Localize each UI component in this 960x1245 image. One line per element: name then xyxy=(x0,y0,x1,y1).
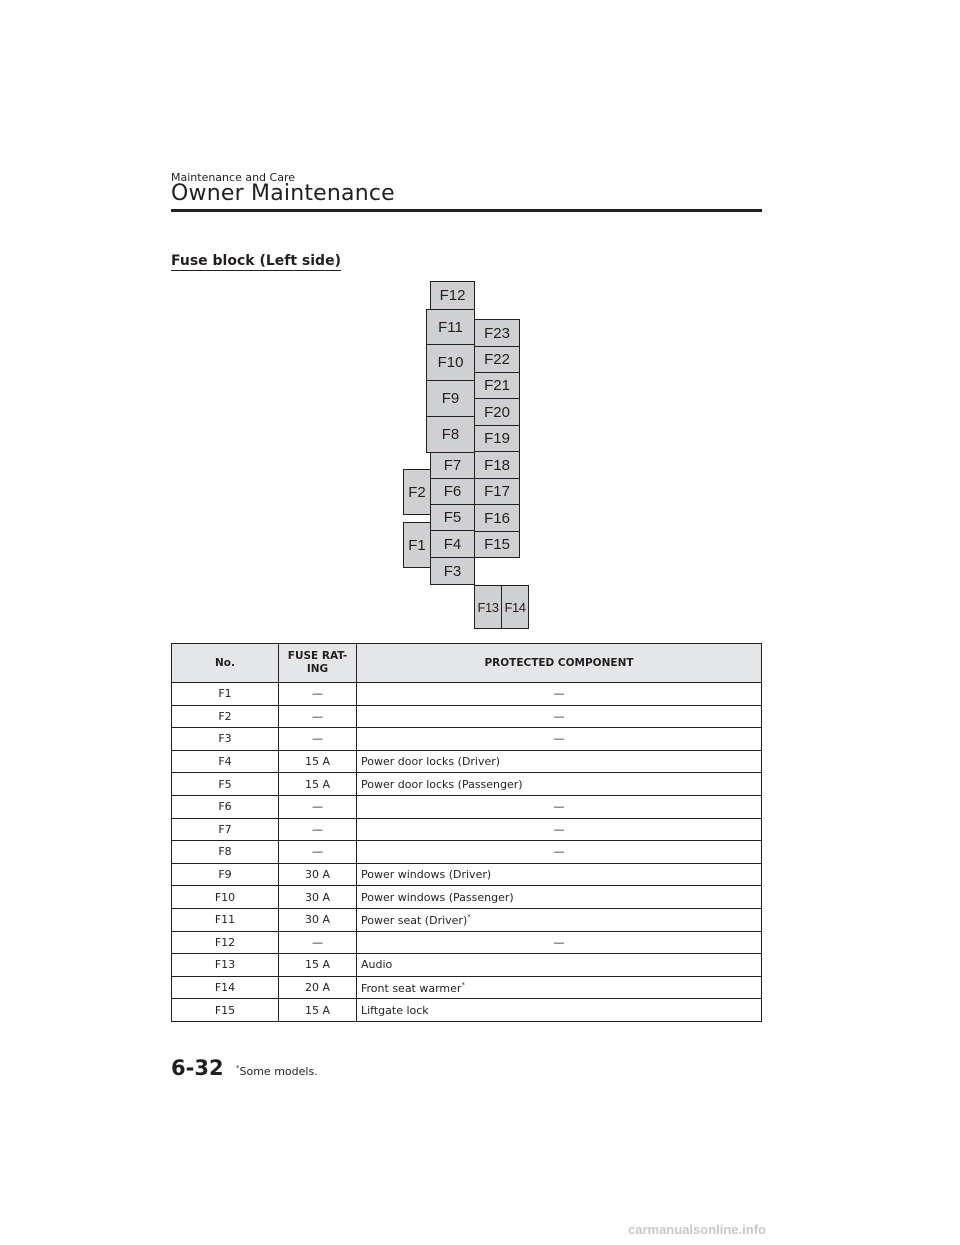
page-number: 6-32 xyxy=(171,1056,224,1080)
protected-component-cell xyxy=(357,976,762,999)
table-row xyxy=(172,863,762,886)
fuse-number-cell: F15 xyxy=(172,999,279,1022)
fuse-f3: F3 xyxy=(430,557,475,585)
table-row xyxy=(172,976,762,999)
header-rating-line2: ING xyxy=(306,663,329,675)
fuse-rating-cell: — xyxy=(279,728,357,751)
some-models-mark: * xyxy=(461,980,465,989)
header-fuse-rating xyxy=(279,644,357,683)
protected-component-cell xyxy=(357,931,762,954)
fuse-f4: F4 xyxy=(430,530,475,558)
table-row xyxy=(172,931,762,954)
protected-component-cell xyxy=(357,795,762,818)
fuse-f12: F12 xyxy=(430,281,475,310)
fuse-f22: F22 xyxy=(474,346,520,373)
protected-component-cell xyxy=(357,908,762,931)
table-row xyxy=(172,908,762,931)
fuse-number-cell: F6 xyxy=(172,795,279,818)
footnote-mark: * xyxy=(236,1064,240,1072)
component-text: — xyxy=(553,800,565,814)
fuse-f2: F2 xyxy=(403,469,431,515)
fuse-rating-cell: 30 A xyxy=(279,886,357,909)
fuse-f14: F14 xyxy=(501,585,529,629)
component-text: Power seat (Driver) xyxy=(361,913,468,927)
fuse-f15: F15 xyxy=(474,531,520,558)
fuse-f13: F13 xyxy=(474,585,502,629)
table-row xyxy=(172,954,762,977)
fuse-rating-cell: 15 A xyxy=(279,999,357,1022)
table-row xyxy=(172,818,762,841)
fuse-number-cell: F13 xyxy=(172,954,279,977)
diagram-heading: Fuse block (Left side) xyxy=(171,253,341,269)
component-text: Power windows (Passenger) xyxy=(361,890,514,904)
fuse-f20: F20 xyxy=(474,398,520,426)
protected-component-cell xyxy=(357,886,762,909)
component-text: — xyxy=(553,732,565,746)
fuse-f23: F23 xyxy=(474,319,520,347)
protected-component-cell xyxy=(357,954,762,977)
component-text: Power windows (Driver) xyxy=(361,868,492,882)
fuse-f7: F7 xyxy=(430,452,475,479)
header-no: No. xyxy=(172,644,279,683)
footnote xyxy=(236,1064,318,1078)
fuse-rating-cell: — xyxy=(279,795,357,818)
component-text: Power door locks (Passenger) xyxy=(361,777,523,791)
fuse-rating-cell: — xyxy=(279,818,357,841)
fuse-f6: F6 xyxy=(430,478,475,505)
component-text: Liftgate lock xyxy=(361,1003,429,1017)
protected-component-cell xyxy=(357,818,762,841)
protected-component-cell xyxy=(357,705,762,728)
fuse-f9: F9 xyxy=(426,380,475,417)
table-row xyxy=(172,886,762,909)
fuse-number-cell: F9 xyxy=(172,863,279,886)
page-title: Owner Maintenance xyxy=(171,181,395,206)
fuse-f11: F11 xyxy=(426,309,475,345)
fuse-f17: F17 xyxy=(474,478,520,505)
component-text: Audio xyxy=(361,958,393,972)
fuse-number-cell: F3 xyxy=(172,728,279,751)
component-text: Power door locks (Driver) xyxy=(361,755,501,769)
fuse-number-cell: F14 xyxy=(172,976,279,999)
fuse-f10: F10 xyxy=(426,344,475,381)
fuse-f21: F21 xyxy=(474,372,520,399)
table-row xyxy=(172,773,762,796)
fuse-number-cell: F7 xyxy=(172,818,279,841)
fuse-rating-cell: 20 A xyxy=(279,976,357,999)
header-divider xyxy=(171,209,762,212)
component-text: — xyxy=(553,845,565,859)
component-text: — xyxy=(553,822,565,836)
fuse-rating-cell: 15 A xyxy=(279,750,357,773)
fuse-table xyxy=(171,643,762,1022)
fuse-number-cell: F8 xyxy=(172,841,279,864)
protected-component-cell xyxy=(357,863,762,886)
table-row xyxy=(172,728,762,751)
header-rating-line1: FUSE RAT- xyxy=(287,650,348,662)
table-row xyxy=(172,705,762,728)
header-protected-component: PROTECTED COMPONENT xyxy=(357,644,762,683)
fuse-rating-cell: 30 A xyxy=(279,863,357,886)
fuse-rating-cell: 30 A xyxy=(279,908,357,931)
table-row xyxy=(172,750,762,773)
protected-component-cell xyxy=(357,728,762,751)
fuse-rating-cell: — xyxy=(279,683,357,706)
some-models-mark: * xyxy=(467,912,471,921)
fuse-f16: F16 xyxy=(474,504,520,532)
component-text: — xyxy=(553,709,565,723)
fuse-rating-cell: — xyxy=(279,931,357,954)
fuse-rating-cell: — xyxy=(279,841,357,864)
component-text: — xyxy=(553,687,565,701)
fuse-rating-cell: — xyxy=(279,705,357,728)
fuse-f1: F1 xyxy=(403,522,431,568)
component-text: — xyxy=(553,935,565,949)
component-text: Front seat warmer xyxy=(361,981,462,995)
protected-component-cell xyxy=(357,841,762,864)
table-row xyxy=(172,999,762,1022)
protected-component-cell xyxy=(357,683,762,706)
protected-component-cell xyxy=(357,773,762,796)
fuse-number-cell: F1 xyxy=(172,683,279,706)
fuse-rating-cell: 15 A xyxy=(279,773,357,796)
fuse-f8: F8 xyxy=(426,416,475,453)
fuse-number-cell: F11 xyxy=(172,908,279,931)
fuse-number-cell: F5 xyxy=(172,773,279,796)
fuse-number-cell: F2 xyxy=(172,705,279,728)
fuse-number-cell: F10 xyxy=(172,886,279,909)
table-header-row xyxy=(172,644,762,683)
watermark: carmanualsonline.info xyxy=(628,1222,766,1237)
table-row xyxy=(172,683,762,706)
fuse-number-cell: F12 xyxy=(172,931,279,954)
fuse-f18: F18 xyxy=(474,451,520,479)
section-label: Maintenance and Care xyxy=(171,171,295,184)
table-row xyxy=(172,841,762,864)
table-row xyxy=(172,795,762,818)
protected-component-cell xyxy=(357,750,762,773)
footnote-text: Some models. xyxy=(239,1065,318,1078)
fuse-number-cell: F4 xyxy=(172,750,279,773)
fuse-rating-cell: 15 A xyxy=(279,954,357,977)
protected-component-cell xyxy=(357,999,762,1022)
fuse-f5: F5 xyxy=(430,504,475,531)
fuse-f19: F19 xyxy=(474,425,520,452)
